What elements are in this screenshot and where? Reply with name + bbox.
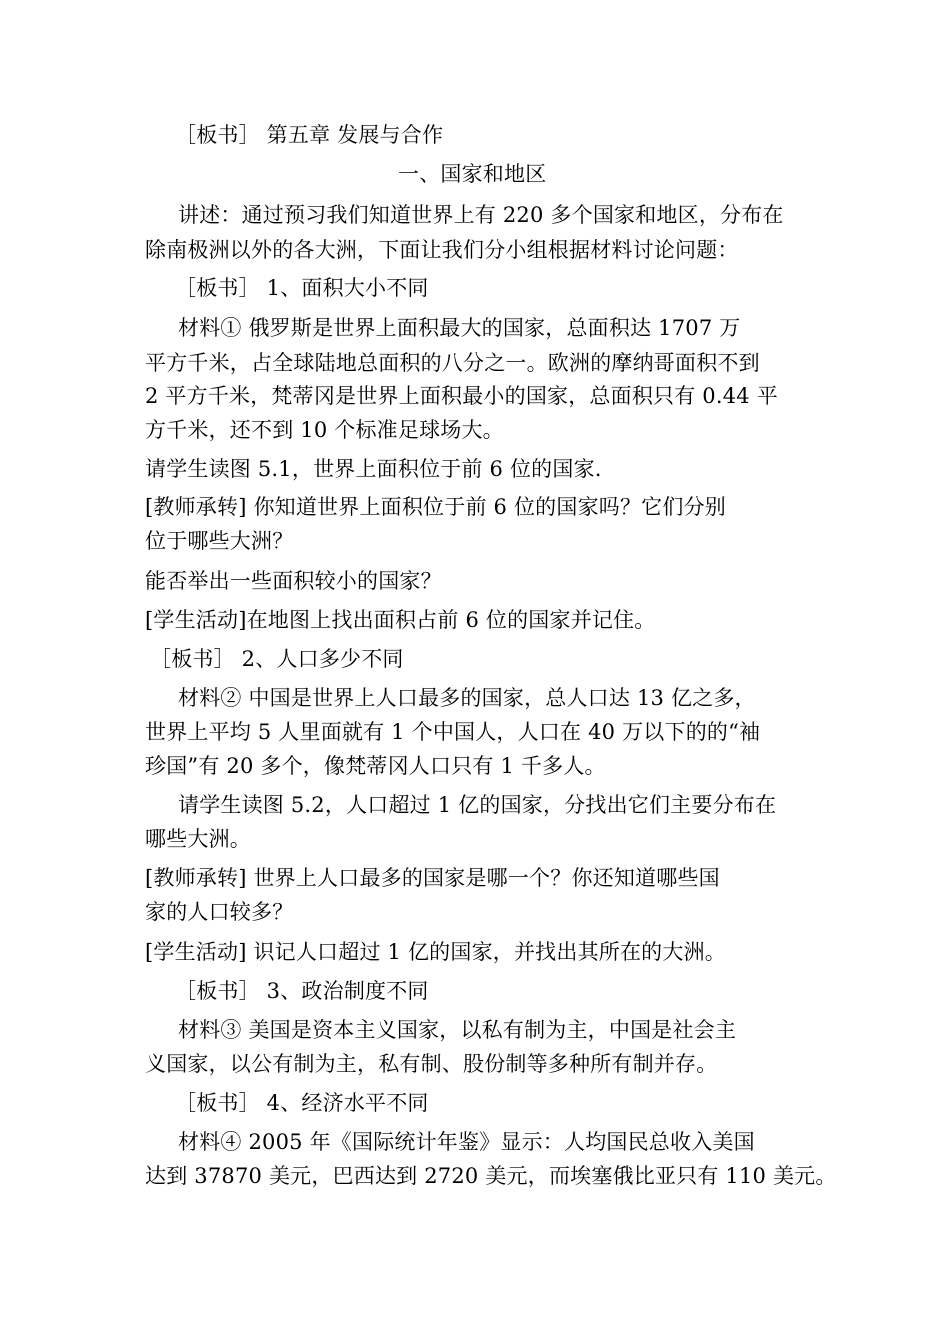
material-4-line-2: 达到 37870 美元，巴西达到 2720 美元，而埃塞俄比亚只有 110 美元。	[145, 1164, 837, 1188]
question-small-countries: 能否举出一些面积较小的国家？	[145, 569, 442, 593]
material-1-line-3: 2 平方千米，梵蒂冈是世界上面积最小的国家，总面积只有 0.44 平	[145, 384, 778, 408]
material-1-line-2: 平方千米，占全球陆地总面积的八分之一。欧洲的摩纳哥面积不到	[145, 351, 760, 375]
teacher-transition-1-line-2: 位于哪些大洲？	[145, 529, 294, 553]
board-heading-economy: ［板书］ 4、经济水平不同	[175, 1091, 429, 1115]
narration-line-1: 讲述：通过预习我们知道世界上有 220 多个国家和地区，分布在	[178, 203, 784, 227]
material-2-line-3: 珍国”有 20 多个，像梵蒂冈人口只有 1 千多人。	[145, 754, 606, 778]
teacher-transition-2-line-1: [教师承转] 世界上人口最多的国家是哪一个？你还知道哪些国	[145, 866, 720, 890]
read-figure-5-2-line-1: 请学生读图 5.2，人口超过 1 亿的国家，分找出它们主要分布在	[178, 793, 777, 817]
material-1-line-1: 材料① 俄罗斯是世界上面积最大的国家，总面积达 1707 万	[178, 316, 741, 340]
material-4-line-1: 材料④ 2005 年《国际统计年鉴》显示：人均国民总收入美国	[178, 1130, 755, 1154]
student-activity-2: [学生活动] 识记人口超过 1 亿的国家，并找出其所在的大洲。	[145, 940, 726, 964]
material-3-line-1: 材料③ 美国是资本主义国家，以私有制为主，中国是社会主	[178, 1018, 737, 1042]
board-heading-politics: ［板书］ 3、政治制度不同	[175, 979, 429, 1003]
material-2-line-1: 材料② 中国是世界上人口最多的国家，总人口达 13 亿之多，	[178, 686, 756, 710]
board-heading-chapter: ［板书］ 第五章 发展与合作	[175, 123, 444, 147]
section-title: 一、国家和地区	[398, 162, 547, 186]
material-3-line-2: 义国家，以公有制为主，私有制、股份制等多种所有制并存。	[145, 1052, 718, 1076]
read-figure-5-2-line-2: 哪些大洲。	[145, 827, 251, 851]
teacher-transition-2-line-2: 家的人口较多？	[145, 900, 294, 924]
read-figure-5-1: 请学生读图 5.1，世界上面积位于前 6 位的国家.	[145, 457, 602, 481]
teacher-transition-1-line-1: [教师承转] 你知道世界上面积位于前 6 位的国家吗？它们分别	[145, 495, 726, 519]
board-heading-population: ［板书］ 2、人口多少不同	[150, 647, 404, 671]
board-heading-area: ［板书］ 1、面积大小不同	[175, 276, 429, 300]
student-activity-1: [学生活动]在地图上找出面积占前 6 位的国家并记住。	[145, 608, 656, 632]
narration-line-2: 除南极洲以外的各大洲，下面让我们分小组根据材料讨论问题：	[145, 238, 739, 262]
material-1-line-4: 方千米，还不到 10 个标准足球场大。	[145, 418, 504, 442]
material-2-line-2: 世界上平均 5 人里面就有 1 个中国人，人口在 40 万以下的的“袖	[145, 720, 761, 744]
